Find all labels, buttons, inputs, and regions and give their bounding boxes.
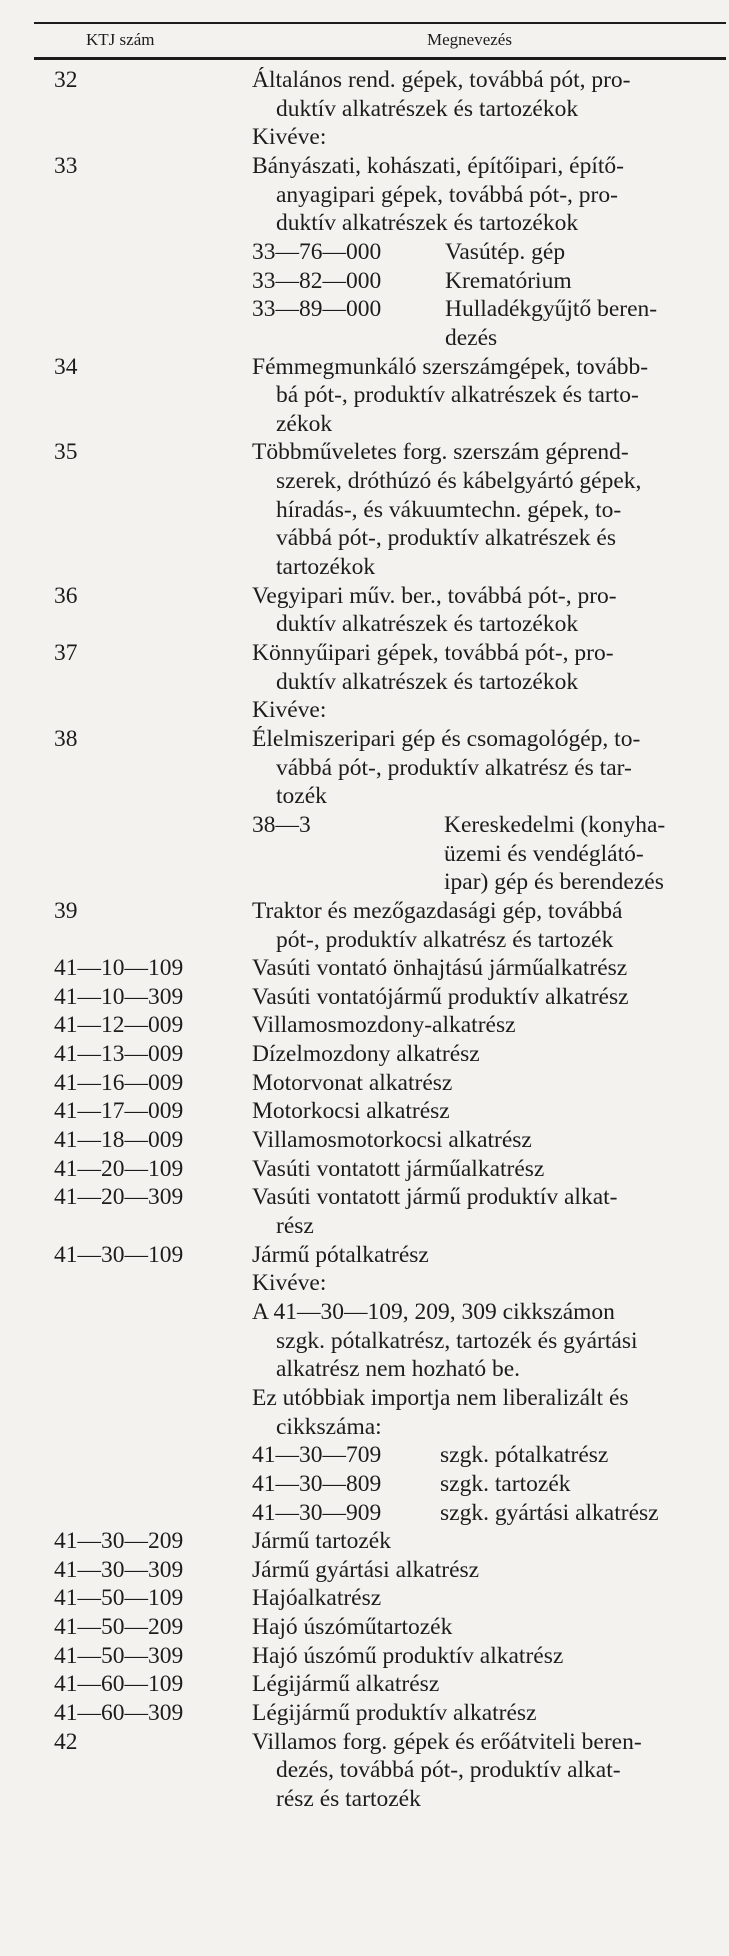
row-description-line: Vasúti vontatójármű produktív alkatrész <box>252 983 629 1010</box>
row-description-line: Hajó úszómű produktív alkatrész <box>252 1642 564 1669</box>
row-description-line: Hajóalkatrész <box>252 1585 382 1612</box>
row-description-line: Motorkocsi alkatrész <box>252 1098 450 1125</box>
row-description-line: Motorvonat alkatrész <box>252 1069 453 1096</box>
row-description-line: Traktor és mezőgazdasági gép, továbbá <box>252 897 623 924</box>
row-description-line: Kivéve: <box>252 697 327 724</box>
row-code: 41—50—309 <box>54 1642 184 1669</box>
sub-item-code: 41—30—809 <box>252 1470 382 1497</box>
row-description-line: Vasúti vontatott jármű produktív alkat- <box>252 1184 618 1211</box>
row-description-line: szgk. pótalkatrész <box>440 1442 609 1469</box>
row-code: 32 <box>54 67 78 93</box>
row-description-line: cikkszáma: <box>276 1413 382 1440</box>
row-description-line: Villamos forg. gépek és erőátviteli beren- <box>252 1728 642 1755</box>
sub-item-code: 41—30—709 <box>252 1442 382 1469</box>
sub-item-code: 33—76—000 <box>252 238 382 265</box>
row-description-line: pót-, produktív alkatrész és tartozék <box>276 926 614 953</box>
sub-item-code: 33—89—000 <box>252 296 382 323</box>
row-description-line: Dízelmozdony alkatrész <box>252 1041 480 1068</box>
sub-item-code: 38—3 <box>252 811 311 838</box>
row-code: 41—16—009 <box>54 1069 184 1096</box>
row-description-line: duktív alkatrészek és tartozékok <box>276 210 579 237</box>
row-description-line: Vasúti vontatott járműalkatrész <box>252 1155 545 1182</box>
row-description-line: szgk. pótalkatrész, tartozék és gyártási <box>276 1327 638 1354</box>
row-description-line: Villamosmotorkocsi alkatrész <box>252 1127 532 1154</box>
row-description-line: Kivéve: <box>252 1270 327 1297</box>
row-description-line: híradás-, és vákuumtechn. gépek, to- <box>276 496 622 523</box>
row-code: 37 <box>54 640 78 666</box>
sub-item-code: 41—30—909 <box>252 1499 382 1526</box>
row-code: 35 <box>54 439 78 466</box>
row-description-line: Bányászati, kohászati, építőipari, építő- <box>252 152 624 179</box>
row-code: 41—30—109 <box>54 1241 184 1268</box>
row-code: 41—30—209 <box>54 1528 184 1555</box>
row-description-line: Kivéve: <box>252 124 327 151</box>
row-description-line: dezés, továbbá pót-, produktív alkat- <box>276 1757 621 1784</box>
top-rule <box>34 22 726 24</box>
row-description-line: bá pót-, produktív alkatrészek és tarto- <box>276 382 639 409</box>
header-code: KTJ szám <box>86 30 155 49</box>
row-description-line: vábbá pót-, produktív alkatrész és tar- <box>276 754 632 781</box>
row-description-line: tozék <box>276 783 327 810</box>
row-code: 41—10—309 <box>54 983 184 1010</box>
row-description-line: Jármű pótalkatrész <box>252 1241 429 1268</box>
row-description-line: Vegyipari műv. ber., továbbá pót-, pro- <box>252 582 617 609</box>
row-description-line: dezés <box>445 324 498 351</box>
row-description-line: anyagipari gépek, továbbá pót-, pro- <box>276 181 618 208</box>
row-code: 41—60—309 <box>54 1700 184 1727</box>
row-code: 38 <box>54 725 78 752</box>
row-description-line: rész <box>276 1213 314 1239</box>
row-description-line: vábbá pót-, produktív alkatrészek és <box>276 525 616 552</box>
row-description-line: szgk. gyártási alkatrész <box>440 1499 659 1526</box>
row-description-line: alkatrész nem hozható be. <box>276 1356 521 1383</box>
row-description-line: Többműveletes forg. szerszám géprend- <box>252 439 629 466</box>
row-description-line: Jármű gyártási alkatrész <box>252 1556 480 1583</box>
row-description-line: üzemi és vendéglátó- <box>444 840 644 867</box>
row-code: 41—20—109 <box>54 1155 184 1182</box>
row-description-line: Könnyűipari gépek, továbbá pót-, pro- <box>252 640 614 666</box>
row-code: 41—30—309 <box>54 1556 184 1583</box>
row-description-line: rész és tartozék <box>276 1786 421 1812</box>
row-description-line: Krematórium <box>445 267 572 294</box>
row-description-line: Hajó úszóműtartozék <box>252 1614 453 1641</box>
row-description-line: Általános rend. gépek, továbbá pót, pro- <box>252 67 631 93</box>
row-description-line: duktív alkatrészek és tartozékok <box>276 95 579 122</box>
row-code: 41—12—009 <box>54 1012 184 1039</box>
row-code: 41—18—009 <box>54 1127 184 1154</box>
row-code: 34 <box>54 353 78 380</box>
row-code: 41—50—109 <box>54 1585 184 1612</box>
row-code: 42 <box>54 1728 78 1755</box>
row-description-line: Jármű tartozék <box>252 1528 391 1555</box>
header-rule <box>34 57 726 60</box>
row-description-line: Villamosmozdony-alkatrész <box>252 1012 516 1039</box>
row-description-line: Légijármű alkatrész <box>252 1671 440 1698</box>
row-code: 41—20—309 <box>54 1184 184 1211</box>
row-description-line: duktív alkatrészek és tartozékok <box>276 668 579 695</box>
row-description-line: duktív alkatrészek és tartozékok <box>276 611 579 638</box>
row-code: 39 <box>54 897 78 924</box>
row-description-line: ipar) gép és berendezés <box>444 869 664 896</box>
row-description-line: A 41—30—109, 209, 309 cikkszámon <box>252 1298 615 1325</box>
row-description-line: szgk. tartozék <box>440 1470 571 1497</box>
row-code: 41—17—009 <box>54 1098 184 1125</box>
header-name: Megnevezés <box>427 30 512 49</box>
row-description-line: Fémmegmunkáló szerszámgépek, tovább- <box>252 353 649 380</box>
row-description-line: zékok <box>276 410 333 437</box>
row-code: 41—10—109 <box>54 955 184 982</box>
row-code: 36 <box>54 582 78 609</box>
row-code: 41—50—209 <box>54 1614 184 1641</box>
row-code: 41—60—109 <box>54 1671 184 1698</box>
row-description-line: Kereskedelmi (konyha- <box>444 811 666 838</box>
row-description-line: Vasúti vontató önhajtású járműalkatrész <box>252 955 628 982</box>
sub-item-code: 33—82—000 <box>252 267 382 294</box>
row-description-line: szerek, dróthúzó és kábelgyártó gépek, <box>276 468 642 495</box>
row-description-line: Hulladékgyűjtő beren- <box>445 296 658 323</box>
row-code: 41—13—009 <box>54 1041 184 1068</box>
row-description-line: Ez utóbbiak importja nem liberalizált és <box>252 1384 629 1411</box>
row-description-line: Vasútép. gép <box>445 238 566 265</box>
row-code: 33 <box>54 152 78 179</box>
row-description-line: Légijármű produktív alkatrész <box>252 1700 537 1727</box>
row-description-line: tartozékok <box>276 554 376 581</box>
row-description-line: Élelmiszeripari gép és csomagológép, to- <box>252 725 641 752</box>
